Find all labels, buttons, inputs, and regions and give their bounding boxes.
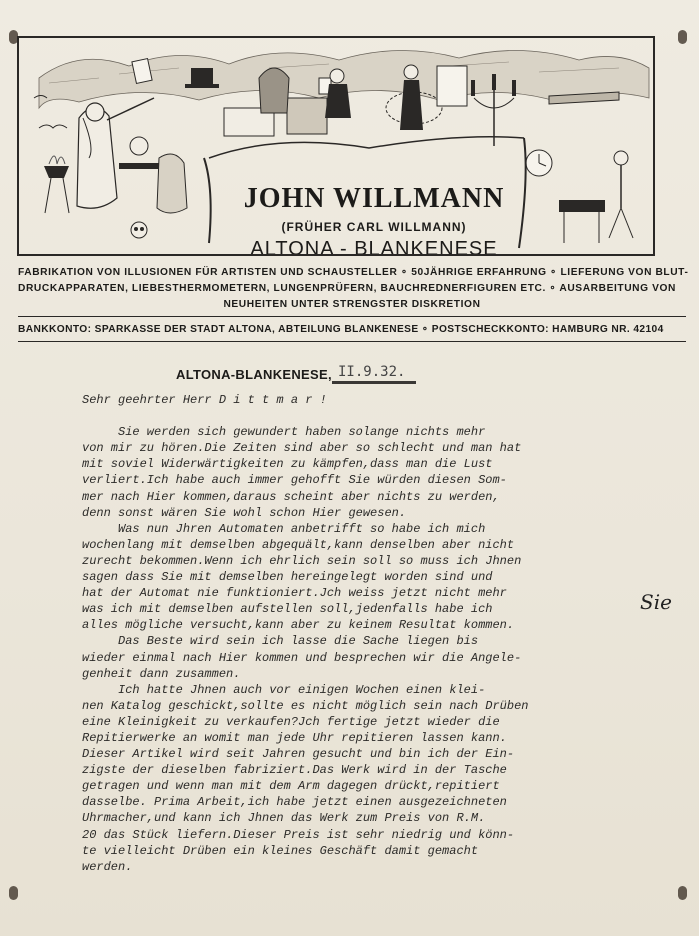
letter-line: Dieser Artikel wird seit Jahren gesucht und bin ich der Ein- (82, 747, 515, 762)
divider-rule (18, 316, 686, 317)
letter-line: mer nach Hier kommen,daraus scheint aber nichts zu werden, (82, 489, 500, 504)
letter-line: dasselbe. Prima Arbeit,ich habe jetzt einen ausgezeichneten (82, 795, 507, 810)
letter-line: hat der Automat nie funktioniert.Jch weiss jetzt nicht mehr (82, 586, 507, 601)
letter-line: denn sonst wären Sie wohl schon Hier gewesen. (82, 505, 407, 520)
binder-hole (9, 886, 18, 900)
binder-hole (678, 30, 687, 44)
company-name: JOHN WILLMANN (243, 183, 505, 214)
bank-details: BANKKONTO: SPARKASSE DER STADT ALTONA, ABTEILUNG BLANKENESE ∘ POSTSCHECKKONTO: HAMBURG NR. 42104 (18, 324, 664, 335)
letter-line: nen Katalog geschickt,sollte es nicht möglich sein nach Drüben (82, 698, 529, 713)
fabrication-line-3: NEUHEITEN UNTER STRENGSTER DISKRETION (223, 299, 481, 310)
letter-line: von mir zu hören.Die Zeiten sind aber so schlecht und man hat (82, 441, 522, 456)
company-city: ALTONA - BLANKENESE (250, 238, 498, 256)
former-name: (FRÜHER CARL WILLMANN) (281, 220, 467, 234)
letter-line: eine Kleinigkeit zu verkaufen?Jch fertige jetzt wieder die (82, 714, 500, 729)
letter-place: ALTONA-BLANKENESE, (176, 367, 332, 382)
letter-line: Sie werden sich gewundert haben solange nichts mehr (82, 425, 486, 440)
letter-line: Ich hatte Jhnen auch vor einigen Wochen einen klei- (82, 682, 486, 697)
letter-line (82, 408, 642, 424)
letter-line: wochenlang mit demselben abgequält,kann denselben aber nicht (82, 537, 515, 552)
letter-body (82, 392, 642, 875)
letter-line: alles mögliche versucht,kann aber zu keinem Resultat kommen. (82, 618, 515, 633)
letter-line: mit soviel Widerwärtigkeiten zu kämpfen,dass man die Lust (82, 457, 493, 472)
letter-line: wieder einmal nach Hier kommen und besprechen wir die Angele- (82, 650, 522, 665)
letter-line: was ich mit demselben aufstellen soll,jedenfalls habe ich (82, 602, 493, 617)
letter-line: Uhrmacher,und kann ich Jhnen das Werk zum Preis von R.M. (82, 811, 486, 826)
letter-line: getragen und wenn man mit dem Arm dagegen drückt,repitiert (82, 779, 500, 794)
letter-line: genheit dann zusammen. (82, 666, 241, 681)
binder-hole (678, 886, 687, 900)
letter-line: te vielleicht Drüben ein kleines Geschäft damit gemacht (82, 843, 479, 858)
letter-line: 20 das Stück liefern.Dieser Preis ist sehr niedrig und könn- (82, 827, 515, 842)
letter-line: zurecht bekommen.Wenn ich ehrlich sein soll so muss ich Jhnen (82, 553, 522, 568)
letter-line: sagen dass Sie mit demselben hereingelegt worden sind und (82, 570, 493, 585)
letter-lines (82, 408, 642, 875)
letter-line: Repitierwerke an womit man jede Uhr repitieren lassen kann. (82, 730, 507, 745)
fabrication-line-1: FABRIKATION VON ILLUSIONEN FÜR ARTISTEN UND SCHAUSTELLER ∘ 50JÄHRIGE ERFAHRUNG ∘ LIEFERUNG VON BLUT- (18, 267, 689, 278)
fabrication-line-2: DRUCKAPPARATEN, LIEBESTHERMOMETERN, LUNGENPRÜFERN, BAUCHREDNERFIGUREN ETC. ∘ AUSARBEITUNG VON (18, 283, 676, 294)
letterhead-frame (17, 36, 655, 256)
letter-date: II.9.32. (338, 364, 406, 380)
letter-line: zigste der dieselben fabriziert.Das Werk wird in der Tasche (82, 763, 507, 778)
salutation: Sehr geehrter Herr D i t t m a r ! (82, 393, 327, 407)
letter-line: werden. (82, 859, 133, 874)
date-underline (332, 381, 416, 384)
letter-line: Das Beste wird sein ich lasse die Sache liegen bis (82, 634, 479, 649)
letter-line: Was nun Jhren Automaten anbetrifft so habe ich mich (82, 521, 486, 536)
handwritten-margin-note: Sie (640, 590, 672, 614)
letter-line: verliert.Ich habe auch immer gehofft Sie würden diesen Som- (82, 473, 507, 488)
divider-rule (18, 341, 686, 342)
